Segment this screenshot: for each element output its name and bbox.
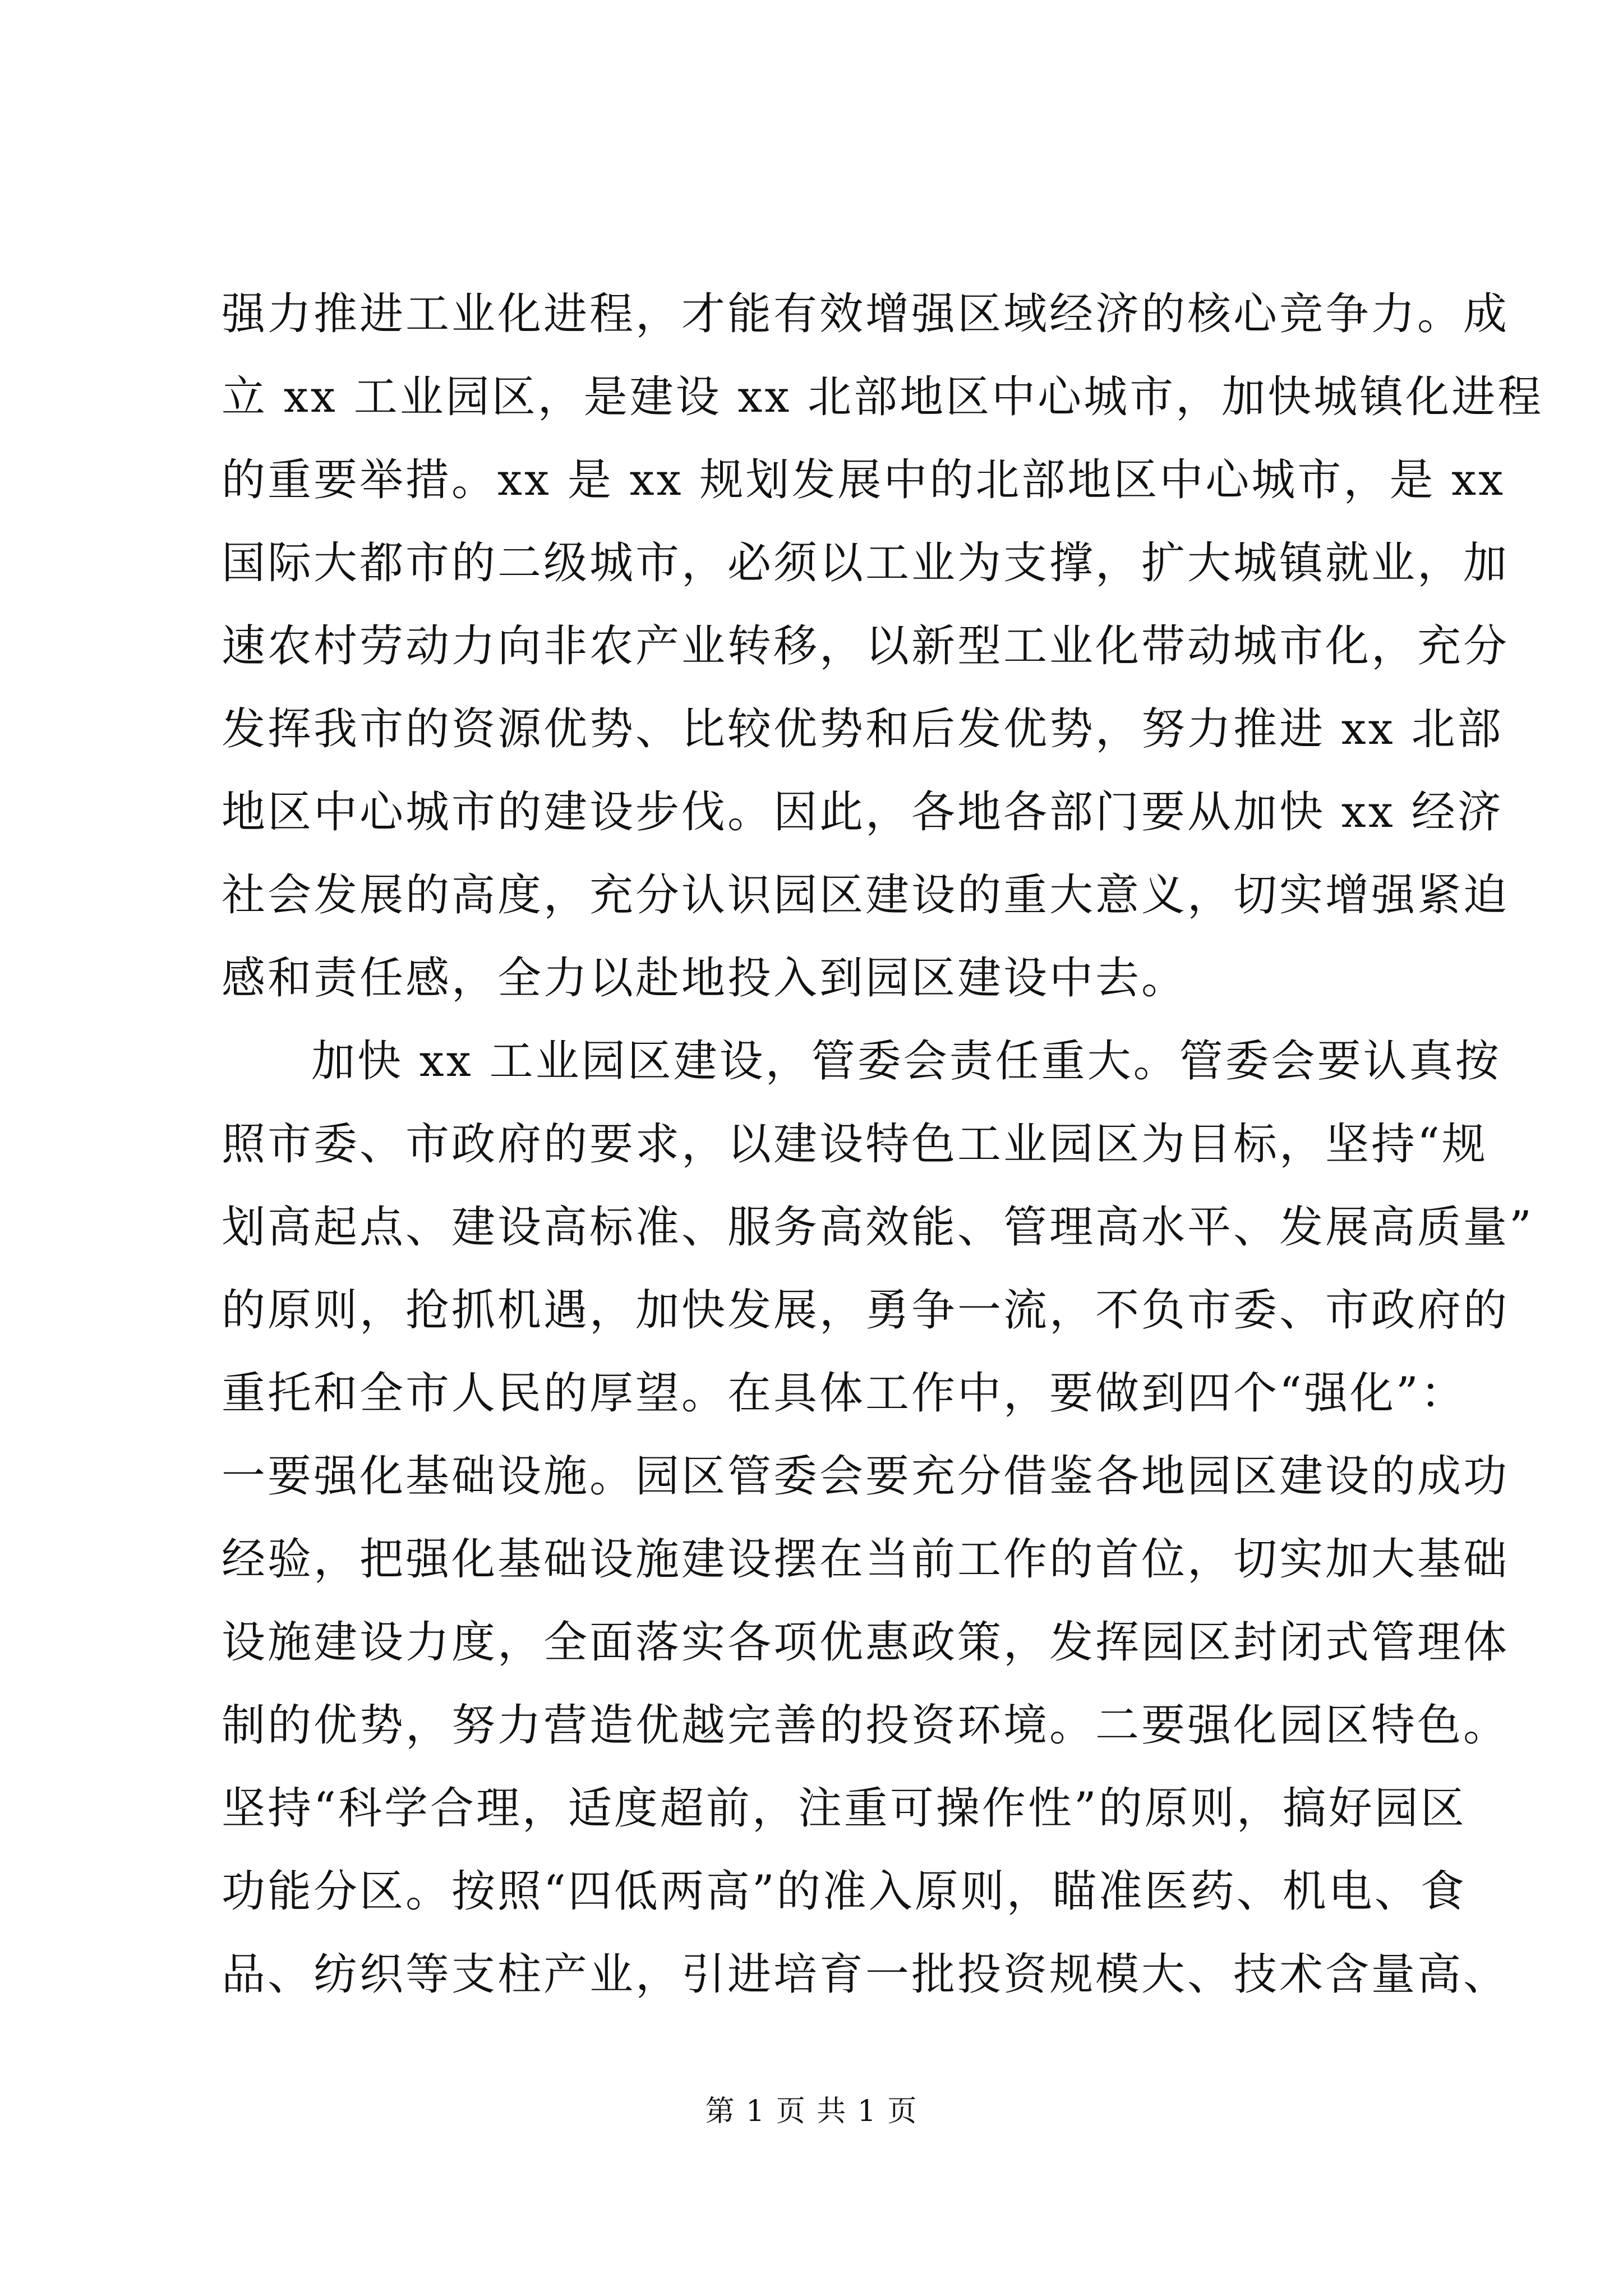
text-line: 社会发展的高度，充分认识园区建设的重大意义，切实增强紧迫 <box>222 870 1510 921</box>
document-body <box>222 273 1544 2016</box>
text-line: 国际大都市的二级城市，必须以工业为支撑，扩大城镇就业，加 <box>222 538 1510 588</box>
text-line: 的重要举措。xx 是 xx 规划发展中的北部地区中心城市，是 xx <box>222 455 1506 505</box>
text-line: 地区中心城市的建设步伐。因此，各地各部门要从加快 xx 经济 <box>222 787 1504 838</box>
text-line: 坚持“科学合理，适度超前，注重可操作性”的原则，搞好园区 <box>222 1783 1467 1834</box>
text-line: 划高起点、建设高标准、服务高效能、管理高水平、发展高质量” <box>222 1202 1534 1253</box>
text-line: 速农村劳动力向非农产业转移，以新型工业化带动城市化，充分 <box>222 621 1510 671</box>
text-line: 经验，把强化基础设施建设摆在当前工作的首位，切实加大基础 <box>222 1534 1510 1585</box>
text-line: 照市委、市政府的要求，以建设特色工业园区为目标，坚持“规 <box>222 1119 1488 1170</box>
text-line-paragraph-start: 加快 xx 工业园区建设，管委会责任重大。管委会要认真按 <box>311 1036 1501 1087</box>
text-line: 品、纺织等支柱产业，引进培育一批投资规模大、技术含量高、 <box>222 1949 1510 2000</box>
text-line-paragraph-end: 感和责任感，全力以赴地投入到园区建设中去。 <box>222 953 1188 1004</box>
text-line: 制的优势，努力营造优越完善的投资环境。二要强化园区特色。 <box>222 1700 1510 1751</box>
text-line: 一要强化基础设施。园区管委会要充分借鉴各地园区建设的成功 <box>222 1451 1510 1502</box>
text-line: 功能分区。按照“四低两高”的准入原则，瞄准医药、机电、食 <box>222 1866 1467 1917</box>
text-line: 发挥我市的资源优势、比较优势和后发优势，努力推进 xx 北部 <box>222 704 1504 754</box>
text-line: 强力推进工业化进程，才能有效增强区域经济的核心竞争力。成 <box>222 289 1510 339</box>
text-line: 设施建设力度，全面落实各项优惠政策，发挥园区封闭式管理体 <box>222 1617 1510 1668</box>
text-line: 重托和全市人民的厚望。在具体工作中，要做到四个“强化”： <box>222 1368 1467 1419</box>
page-footer: 第 1 页 共 1 页 <box>705 2095 918 2128</box>
text-line: 立 xx 工业园区，是建设 xx 北部地区中心城市，加快城镇化进程 <box>222 372 1544 422</box>
text-line: 的原则，抢抓机遇，加快发展，勇争一流，不负市委、市政府的 <box>222 1285 1510 1336</box>
